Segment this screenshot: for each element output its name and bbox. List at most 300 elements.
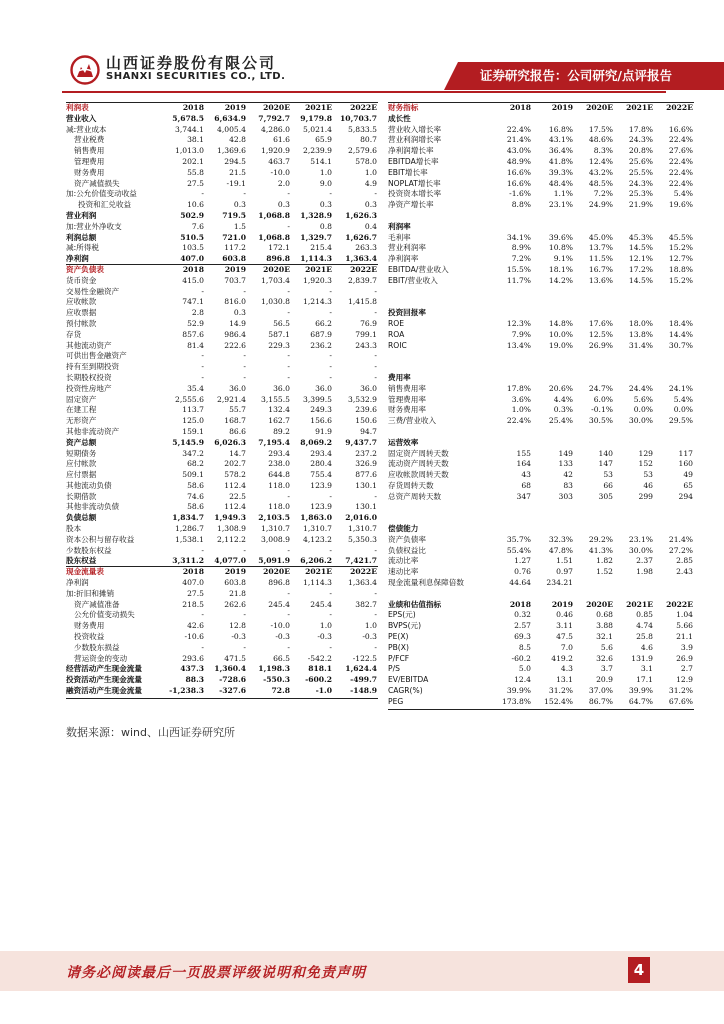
row-value: 22.4% — [668, 167, 693, 177]
row-value: 2020E — [586, 599, 613, 609]
row-value: 21.4% — [506, 135, 531, 145]
row-label: 净利润 — [66, 254, 89, 264]
row-value: 24.3% — [628, 135, 653, 145]
row-value: 16.6% — [506, 167, 531, 177]
row-value — [614, 438, 654, 449]
row-value: 12.9 — [676, 675, 693, 685]
row-label: 交易性金融资产 — [66, 286, 120, 296]
row-value: 2020E — [586, 103, 613, 112]
row-value: 17.1 — [636, 675, 653, 685]
row-label: 应付帐款 — [66, 459, 97, 469]
table-row — [388, 481, 694, 492]
row-value: 407.0 — [180, 254, 204, 264]
row-value: 27.5 — [187, 588, 204, 598]
row-value: 0.68 — [596, 610, 613, 620]
row-value: 0.3 — [277, 200, 290, 210]
row-label: 业绩和估值指标 — [388, 599, 442, 609]
table-row — [66, 330, 378, 341]
row-value: 603.8 — [222, 254, 246, 264]
table-row — [388, 276, 694, 287]
row-value: 2,112.2 — [217, 534, 246, 544]
row-value: 1,369.6 — [217, 146, 246, 156]
row-value: 502.9 — [180, 210, 204, 220]
row-value: 407.0 — [182, 578, 204, 588]
row-value: 48.9% — [506, 156, 531, 166]
row-value: - — [287, 286, 290, 296]
row-value: 229.3 — [268, 340, 290, 350]
row-value: 66 — [603, 480, 613, 490]
row-value: 587.1 — [268, 329, 290, 339]
row-value: 382.7 — [355, 599, 377, 609]
row-label: 利润表 — [66, 103, 89, 112]
section-rule — [66, 264, 378, 265]
row-value — [574, 211, 614, 222]
table-row — [388, 373, 694, 384]
row-label: 管理费用率 — [388, 394, 426, 404]
row-value — [574, 114, 614, 125]
row-value — [494, 297, 532, 308]
row-value: 14.2% — [548, 275, 573, 285]
table-row — [388, 449, 694, 460]
row-label: 其他流动资产 — [66, 340, 112, 350]
row-label — [388, 589, 494, 600]
row-label: 少数股东权益 — [66, 545, 112, 555]
row-value: 2018 — [182, 567, 204, 577]
row-label: 营业利润 — [66, 210, 97, 220]
row-value: 1,834.7 — [172, 513, 204, 523]
row-value: 1,214.3 — [303, 297, 332, 307]
row-value — [574, 427, 614, 438]
row-value: 80.7 — [360, 135, 377, 145]
row-value: 896.8 — [266, 254, 290, 264]
row-label: 减:所得税 — [66, 243, 99, 253]
table-row — [66, 686, 378, 697]
row-value: 12.4% — [588, 156, 613, 166]
row-label: PEG — [388, 696, 404, 706]
row-value — [494, 362, 532, 373]
row-value: 86.6 — [229, 426, 246, 436]
spacer-row — [388, 287, 694, 298]
row-value: 1,310.7 — [303, 524, 332, 534]
row-value: - — [243, 286, 246, 296]
row-value: 293.4 — [310, 448, 332, 458]
row-value — [494, 513, 532, 524]
row-value: 1,538.1 — [175, 534, 204, 544]
table-row — [66, 395, 378, 406]
table-row — [66, 610, 378, 621]
row-value: 13.8% — [628, 329, 653, 339]
row-value: - — [287, 491, 290, 501]
row-value: 1,286.7 — [175, 524, 204, 534]
row-label: 净利润率 — [388, 254, 419, 264]
row-value: 293.6 — [182, 653, 204, 663]
row-value: - — [201, 189, 204, 199]
table-row — [66, 297, 378, 308]
row-value: 347 — [516, 491, 531, 501]
row-value: 437.3 — [180, 664, 204, 674]
row-value: - — [374, 362, 377, 372]
row-value: 6.0% — [593, 394, 613, 404]
row-value: 463.7 — [268, 156, 290, 166]
row-value: 514.1 — [310, 156, 332, 166]
row-label: 投资收益 — [74, 632, 105, 642]
row-value — [532, 438, 574, 449]
row-value: 24.1% — [668, 383, 693, 393]
row-label: 资产负债率 — [388, 534, 426, 544]
row-value: 7,792.7 — [258, 113, 290, 123]
row-value: 4.6 — [640, 642, 653, 652]
row-value — [614, 351, 654, 362]
row-value: 2.57 — [514, 621, 531, 631]
row-value: 123.9 — [310, 480, 332, 490]
row-value: 12.8 — [229, 621, 246, 631]
row-value — [532, 513, 574, 524]
row-value: 83 — [563, 480, 573, 490]
row-value: 29.2% — [588, 534, 613, 544]
table-row — [388, 556, 694, 567]
row-value — [614, 373, 654, 384]
row-label: 减:营业成本 — [66, 124, 107, 134]
row-label: 资产减值损失 — [74, 178, 120, 188]
row-label: 资本公积与留存收益 — [66, 534, 135, 544]
row-value: 1,920.3 — [303, 275, 332, 285]
row-value: 5,145.9 — [172, 437, 204, 447]
row-value: - — [287, 610, 290, 620]
row-value: 10.6 — [187, 200, 204, 210]
row-value: 2022E — [350, 103, 377, 112]
row-value: - — [201, 351, 204, 361]
row-value: -19.1 — [226, 178, 246, 188]
row-label: 其他流动负债 — [66, 480, 112, 490]
row-value: 1.0 — [364, 167, 377, 177]
row-value: 12.1% — [628, 254, 653, 264]
row-value: - — [201, 362, 204, 372]
row-value — [532, 297, 574, 308]
table-row — [66, 211, 378, 222]
row-value: 234.21 — [546, 578, 573, 588]
row-label: 财务指标 — [388, 103, 419, 112]
row-value: 18.4% — [668, 318, 693, 328]
header-divider — [62, 91, 666, 93]
row-value: 816.0 — [224, 297, 246, 307]
row-value: 39.6% — [548, 232, 573, 242]
row-label: 融资活动产生现金流量 — [66, 686, 142, 696]
row-value: 140 — [598, 448, 613, 458]
row-value — [532, 211, 574, 222]
table-row — [66, 146, 378, 157]
row-value: - — [287, 362, 290, 372]
row-value: 45.3% — [628, 232, 653, 242]
row-value: 68 — [521, 480, 531, 490]
row-value: 4.3 — [560, 664, 573, 674]
row-value: 2,555.6 — [175, 394, 204, 404]
row-value — [654, 373, 694, 384]
table-row — [388, 319, 694, 330]
row-value: - — [287, 372, 290, 382]
row-value — [494, 427, 532, 438]
row-value: 147 — [598, 459, 613, 469]
table-bottom-rule — [388, 709, 694, 710]
row-value: 19.6% — [668, 200, 693, 210]
row-value: 14.4% — [668, 329, 693, 339]
row-value: 162.7 — [268, 416, 290, 426]
row-value: - — [329, 642, 332, 652]
row-value: 2020E — [263, 567, 290, 577]
row-value: 31.2% — [548, 686, 573, 696]
row-value: - — [374, 642, 377, 652]
row-value: 27.2% — [668, 545, 693, 555]
row-value: 48.4% — [548, 178, 573, 188]
row-label: 货币资金 — [66, 275, 97, 285]
row-label: 可供出售金融资产 — [66, 351, 127, 361]
row-label — [388, 211, 494, 222]
row-value: 245.4 — [268, 599, 290, 609]
row-value: 1,329.7 — [300, 232, 332, 242]
table-row — [66, 492, 378, 503]
row-value: - — [329, 588, 332, 598]
row-value — [532, 362, 574, 373]
row-value: 12.3% — [506, 318, 531, 328]
row-value: 14.8% — [548, 318, 573, 328]
row-value — [654, 211, 694, 222]
row-label: 资产总额 — [66, 437, 97, 447]
row-value — [574, 297, 614, 308]
row-label — [388, 287, 494, 298]
row-label: 毛利率 — [388, 232, 411, 242]
row-value: 1.98 — [636, 567, 653, 577]
row-value: 68.2 — [187, 459, 204, 469]
row-value: 13.7% — [588, 243, 613, 253]
row-value: 38.1 — [187, 135, 204, 145]
row-value: 719.5 — [222, 210, 246, 220]
row-label: 流动资产周转天数 — [388, 459, 449, 469]
row-label: 财务费用 — [74, 167, 105, 177]
row-value — [614, 222, 654, 233]
row-value: 1.0 — [319, 621, 332, 631]
table-row — [388, 535, 694, 546]
row-value — [574, 502, 614, 513]
row-value: 22.4% — [506, 416, 531, 426]
row-value: 11.7% — [506, 275, 531, 285]
row-label: 财务费用 — [74, 621, 105, 631]
row-value: - — [329, 372, 332, 382]
row-value: 112.4 — [224, 480, 246, 490]
table-row — [388, 686, 694, 697]
row-value: 3,744.1 — [175, 124, 204, 134]
row-label: 资产减值准备 — [74, 599, 120, 609]
row-value: 15.5% — [506, 264, 531, 274]
row-label: PE(X) — [388, 632, 409, 642]
table-row — [66, 222, 378, 233]
row-value: - — [243, 362, 246, 372]
row-value: 1.5 — [233, 221, 246, 231]
row-label: 负债总额 — [66, 513, 97, 523]
row-value: -542.2 — [307, 653, 332, 663]
row-value: 32.3% — [548, 534, 573, 544]
row-value: 6,026.3 — [214, 437, 246, 447]
table-section-header — [388, 103, 694, 114]
row-value — [494, 351, 532, 362]
row-value — [532, 589, 574, 600]
row-value: 2022E — [350, 264, 377, 274]
row-value: 4.4% — [553, 394, 573, 404]
row-value: 37.0% — [588, 686, 613, 696]
row-value: - — [329, 362, 332, 372]
row-value: -728.6 — [219, 675, 246, 685]
table-row — [388, 643, 694, 654]
row-value: 2021E — [305, 264, 332, 274]
row-value: 1,363.4 — [345, 254, 377, 264]
row-value: -600.2 — [305, 675, 332, 685]
row-value: 2021E — [626, 599, 653, 609]
row-value — [614, 297, 654, 308]
row-label: 净利润 — [66, 578, 89, 588]
row-value: 17.8% — [506, 383, 531, 393]
row-value: 19.0% — [548, 340, 573, 350]
row-value — [532, 524, 574, 535]
table-section-header — [66, 265, 378, 276]
row-value: 18.8% — [668, 264, 693, 274]
row-value: - — [287, 221, 290, 231]
row-value: 703.7 — [224, 275, 246, 285]
row-value — [614, 211, 654, 222]
table-row — [388, 438, 694, 449]
row-value: 8.8% — [511, 200, 531, 210]
row-value: 1,068.8 — [258, 210, 290, 220]
row-value: 112.4 — [224, 502, 246, 512]
row-value — [532, 351, 574, 362]
company-name-cn: 山西证券股份有限公司 — [106, 54, 277, 72]
row-label: 管理费用 — [74, 156, 105, 166]
row-label: P/FCF — [388, 653, 410, 663]
table-section-header — [66, 567, 378, 578]
table-row — [388, 492, 694, 503]
row-value: 164 — [516, 459, 531, 469]
row-label: 投资资本增长率 — [388, 189, 442, 199]
page-number: 4 — [628, 957, 650, 983]
table-row — [388, 578, 694, 589]
row-label: EBITDA增长率 — [388, 156, 439, 166]
table-row — [388, 189, 694, 200]
table-row — [66, 405, 378, 416]
row-value: 66.5 — [273, 653, 290, 663]
row-value — [494, 308, 532, 319]
row-value — [614, 502, 654, 513]
row-value: 21.8 — [229, 588, 246, 598]
row-value: - — [374, 545, 377, 555]
row-value: 303 — [558, 491, 573, 501]
row-value: 52.9 — [187, 318, 204, 328]
row-value: 1,360.4 — [214, 664, 246, 674]
row-value — [574, 524, 614, 535]
row-value — [654, 222, 694, 233]
row-label: 投资性房地产 — [66, 383, 112, 393]
row-value: 17.8% — [628, 124, 653, 134]
row-value — [494, 373, 532, 384]
row-value: 5,021.4 — [303, 124, 332, 134]
row-value: - — [201, 545, 204, 555]
row-value: 1,114.3 — [300, 254, 332, 264]
row-value — [654, 308, 694, 319]
row-value: 152 — [638, 459, 653, 469]
row-value: 76.9 — [360, 318, 377, 328]
row-value: 2.8 — [191, 308, 204, 318]
row-value: 9.1% — [553, 254, 573, 264]
row-value: 65 — [683, 480, 693, 490]
row-value: 48.5% — [588, 178, 613, 188]
row-label: 应收帐款周转天数 — [388, 470, 449, 480]
row-value: 56.5 — [273, 318, 290, 328]
row-label: 其他非流动负债 — [66, 502, 120, 512]
row-value: 239.6 — [355, 405, 377, 415]
row-label: 净利润增长率 — [388, 146, 434, 156]
table-row — [66, 481, 378, 492]
row-label: NOPLAT增长率 — [388, 178, 441, 188]
row-value: 1,328.9 — [300, 210, 332, 220]
row-value: 155 — [516, 448, 531, 458]
row-value: 2.37 — [636, 556, 653, 566]
row-value: 13.1 — [556, 675, 573, 685]
row-label: 费用率 — [388, 372, 411, 382]
row-value: 0.46 — [556, 610, 573, 620]
row-value: 16.6% — [668, 124, 693, 134]
row-value: 9,179.8 — [300, 113, 332, 123]
row-value: - — [374, 286, 377, 296]
row-value: 30.0% — [628, 416, 653, 426]
table-row — [388, 567, 694, 578]
row-value: 1.04 — [676, 610, 693, 620]
row-value: 48.6% — [588, 135, 613, 145]
table-row — [388, 254, 694, 265]
row-value: 721.0 — [222, 232, 246, 242]
table-row — [66, 535, 378, 546]
row-value: 55.8 — [187, 167, 204, 177]
row-value: 58.6 — [187, 480, 204, 490]
row-value: 1,310.7 — [261, 524, 290, 534]
row-value: 15.2% — [668, 275, 693, 285]
row-value: 12.7% — [668, 254, 693, 264]
row-label — [388, 513, 494, 524]
table-row — [388, 546, 694, 557]
row-value — [654, 427, 694, 438]
row-value: 2,921.4 — [217, 394, 246, 404]
table-row — [66, 600, 378, 611]
row-value: 262.6 — [224, 599, 246, 609]
row-value — [494, 287, 532, 298]
row-value: 2019 — [551, 599, 573, 609]
row-value: 215.4 — [310, 243, 332, 253]
table-row — [388, 459, 694, 470]
row-value: 857.6 — [182, 329, 204, 339]
row-value: 1.0% — [511, 405, 531, 415]
table-row — [66, 243, 378, 254]
row-label: 公允价值变动损失 — [74, 610, 135, 620]
row-value: 133 — [558, 459, 573, 469]
row-value: 5.0 — [518, 664, 531, 674]
row-label — [388, 362, 494, 373]
row-value: 986.4 — [224, 329, 246, 339]
row-value — [614, 362, 654, 373]
row-value: 118.0 — [268, 502, 290, 512]
table-row — [66, 643, 378, 654]
row-value: 47.8% — [548, 545, 573, 555]
row-label: 预付帐款 — [66, 318, 97, 328]
table-row — [388, 675, 694, 686]
row-value: 222.6 — [224, 340, 246, 350]
row-value: 43.0% — [506, 146, 531, 156]
row-label: ROIC — [388, 340, 407, 350]
row-value: 24.9% — [588, 200, 613, 210]
